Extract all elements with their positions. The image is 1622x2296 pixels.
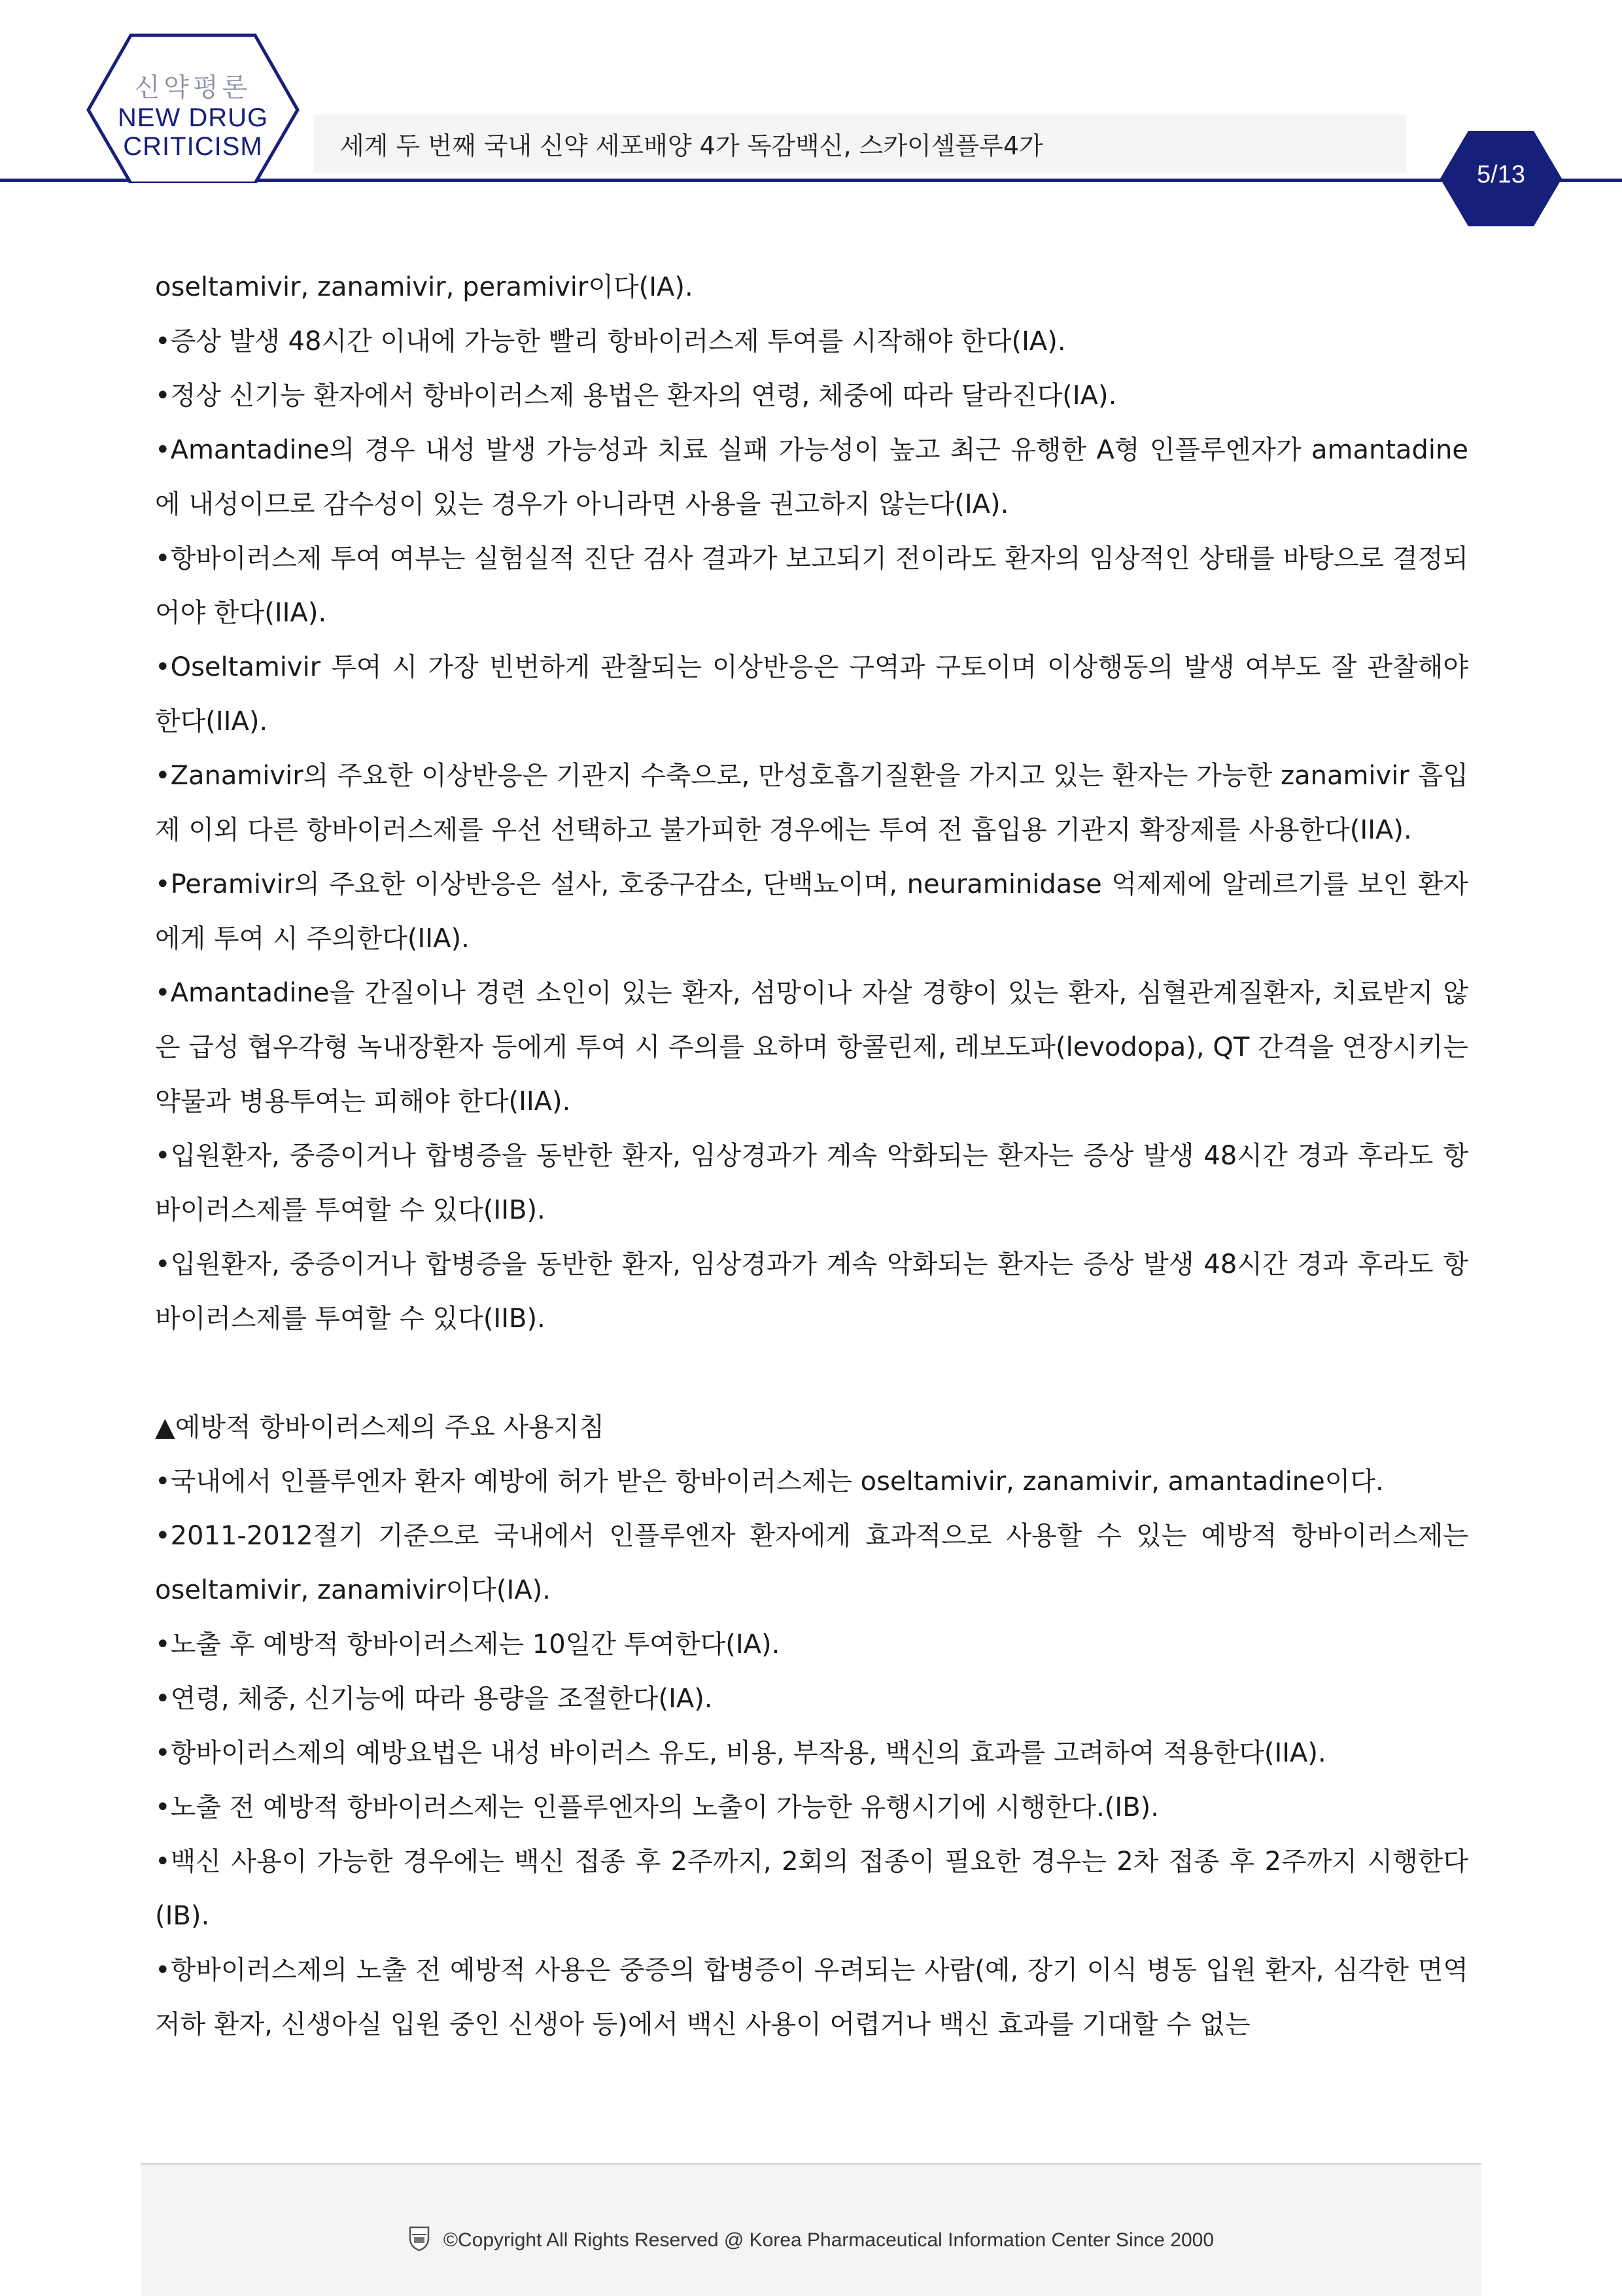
paragraph: •증상 발생 48시간 이내에 가능한 빨리 항바이러스제 투여를 시작해야 한다(IA). (155, 326, 1066, 357)
paragraph: •노출 전 예방적 항바이러스제는 인플루엔자의 노출이 가능한 유행시기에 시행한다.(IB). (155, 1792, 1159, 1822)
paragraph: •노출 후 예방적 항바이러스제는 10일간 투여한다(IA). (155, 1629, 780, 1660)
copyright-text: ©Copyright All Rights Reserved @ Korea Pharmaceutical Information Center Since 2000 (443, 2229, 1215, 2251)
logo-english-line2: CRITICISM (123, 132, 263, 161)
paragraph: •정상 신기능 환자에서 항바이러스제 용법은 환자의 연령, 체중에 따라 달라진다(IA). (155, 381, 1117, 411)
document-title: 세계 두 번째 국내 신약 세포배양 4가 독감백신, 스카이셀플루4가 (340, 131, 1043, 160)
logo-english-line1: NEW DRUG (117, 103, 269, 132)
shield-emblem-icon (408, 2225, 430, 2257)
paragraph: •Oseltamivir 투여 시 가장 빈번하게 관찰되는 이상반응은 구역과 구토이며 이상행동의 발생 여부도 잘 관찰해야 한다(IIA). (155, 652, 1468, 737)
footer-content (141, 2225, 1481, 2257)
paragraph: •국내에서 인플루엔자 환자 예방에 허가 받은 항바이러스제는 oseltamivir, zanamivir, amantadine이다. (155, 1467, 1384, 1497)
article-body (155, 260, 1468, 2052)
paragraph: •항바이러스제 투여 여부는 실험실적 진단 검사 결과가 보고되기 전이라도 환자의 임상적인 상태를 바탕으로 결정되어야 한다(IIA). (155, 544, 1468, 628)
paragraph: •항바이러스제의 노출 전 예방적 사용은 중증의 합병증이 우려되는 사람(예, 장기 이식 병동 입원 환자, 심각한 면역 저하 환자, 신생아실 입원 중인 신생아 등)에서 백신 사용이 어렵거나 백신 효과를 기대할 수 없는 (155, 1955, 1468, 2040)
page-badge (1439, 130, 1563, 228)
paragraph: •항바이러스제의 예방요법은 내성 바이러스 유도, 비용, 부작용, 백신의 효과를 고려하여 적용한다(IIA). (155, 1738, 1326, 1768)
footer (141, 2163, 1481, 2296)
paragraph: •백신 사용이 가능한 경우에는 백신 접종 후 2주까지, 2회의 접종이 필요한 경우는 2차 접종 후 2주까지 시행한다(IB). (155, 1847, 1468, 1931)
paragraph: •연령, 체중, 신기능에 따라 용량을 조절한다(IA). (155, 1684, 713, 1714)
paragraph: •입원환자, 중증이거나 합병증을 동반한 환자, 임상경과가 계속 악화되는 환자는 증상 발생 48시간 경과 후라도 항바이러스제를 투여할 수 있다(IIB). (155, 1141, 1468, 1225)
section-heading: ▲예방적 항바이러스제의 주요 사용지침 (155, 1412, 605, 1442)
section-spacer (155, 1346, 1468, 1400)
paragraph: •Peramivir의 주요한 이상반응은 설사, 호중구감소, 단백뇨이며, neuraminidase 억제제에 알레르기를 보인 환자에게 투여 시 주의한다(IIA). (155, 869, 1468, 954)
paragraph: •Amantadine을 간질이나 경련 소인이 있는 환자, 섬망이나 자살 경향이 있는 환자, 심혈관계질환자, 치료받지 않은 급성 협우각형 녹내장환자 등에게 투여 시 주의를 요하며 항콜린제, 레보도파(levodopa), QT 간격을 연장시키는 약물과 병용투여는 피해야 한다(IIA). (155, 978, 1468, 1117)
paragraph: •2011-2012절기 기준으로 국내에서 인플루엔자 환자에게 효과적으로 사용할 수 있는 예방적 항바이러스제는 oseltamivir, zanamivir이다(IA). (155, 1521, 1468, 1605)
logo-korean-text: 신약평론 (134, 73, 252, 103)
paragraph: •Amantadine의 경우 내성 발생 가능성과 치료 실패 가능성이 높고 최근 유행한 A형 인플루엔자가 amantadine에 내성이므로 감수성이 있는 경우가 아니라면 사용을 권고하지 않는다(IA). (155, 435, 1468, 519)
logo (78, 33, 307, 183)
paragraph: •입원환자, 중증이거나 합병증을 동반한 환자, 임상경과가 계속 악화되는 환자는 증상 발생 48시간 경과 후라도 항바이러스제를 투여할 수 있다(IIB). (155, 1249, 1468, 1334)
paragraph: oseltamivir, zanamivir, peramivir이다(IA). (155, 272, 693, 302)
paragraph: •Zanamivir의 주요한 이상반응은 기관지 수축으로, 만성호흡기질환을 가지고 있는 환자는 가능한 zanamivir 흡입제 이외 다른 항바이러스제를 우선 선택하고 불가피한 경우에는 투여 전 흡입용 기관지 확장제를 사용한다(IIA). (155, 761, 1468, 845)
page-number: 5/13 (1477, 161, 1525, 188)
